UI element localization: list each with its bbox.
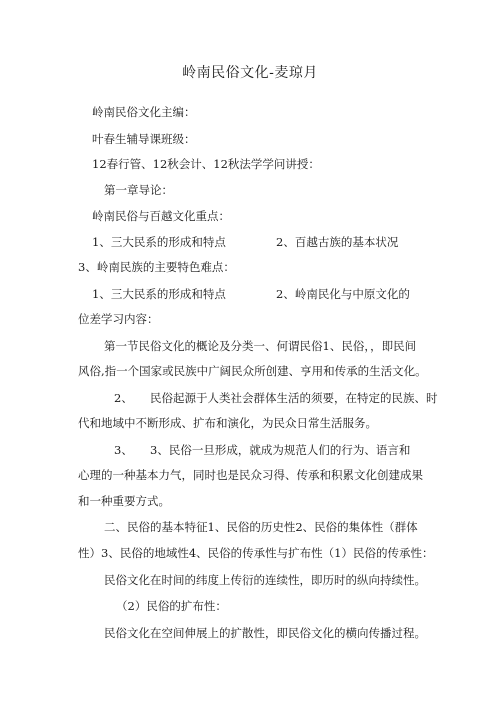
doc-line: 民俗起源于人类社会群体生活的须要，在特定的民族、时 [150,391,438,405]
doc-title: 岭南民俗文化-麦琼月 [182,65,318,81]
doc-line: 3、 [114,443,133,457]
doc-line: 2、岭南民化与中原文化的 [276,287,410,301]
doc-line: 3、民俗一旦形成，就成为规范人们的行为、语言和 [150,443,411,457]
doc-line: 民俗文化在空间伸展上的扩散性，即民俗文化的横向传播过程。 [104,626,426,640]
doc-line: 2、百越古族的基本状况 [276,235,399,249]
doc-line: 1、三大民系的形成和特点 [92,287,226,301]
doc-line: 心理的一种基本力气，同时也是民众习得、传承和积累文化创建成果 [78,468,423,482]
doc-line: 岭南民俗与百越文化重点： [92,209,230,223]
doc-line: 2、 [114,391,133,405]
doc-line: 12春行管、12秋会计、12秋法学学问讲授： [92,157,320,171]
doc-line: 和一种重要方式。 [78,494,170,508]
doc-line: 叶春生辅导课班级： [92,132,196,146]
doc-line: （2）民俗的扩布性： [116,599,227,613]
doc-line: 风俗,指一个国家或民族中广阔民众所创建、亨用和传承的生活文化。 [78,364,427,378]
doc-line: 代和地域中不断形成、扩布和演化，为民众日常生活服务。 [78,416,377,430]
doc-line: 位差学习内容： [78,312,159,326]
doc-line: 民俗文化在时间的纬度上传衍的连续性，即历时的纵向持续性。 [104,573,426,587]
doc-line: 二、民俗的基本特征1、民俗的历史性2、民俗的集体性（群体 [104,520,418,534]
doc-line: 第一章导论： [104,183,173,197]
doc-line: 性）3、民俗的地域性4、民俗的传承性与扩布性（1）民俗的传承性： [78,546,434,560]
doc-line: 岭南民俗文化主编： [92,105,196,119]
doc-line: 3、岭南民族的主要特色难点： [78,260,235,274]
doc-line: 第一节民俗文化的概论及分类一、何谓民俗1、民俗，，即民间 [104,339,417,353]
doc-line: 1、三大民系的形成和特点 [92,235,226,249]
